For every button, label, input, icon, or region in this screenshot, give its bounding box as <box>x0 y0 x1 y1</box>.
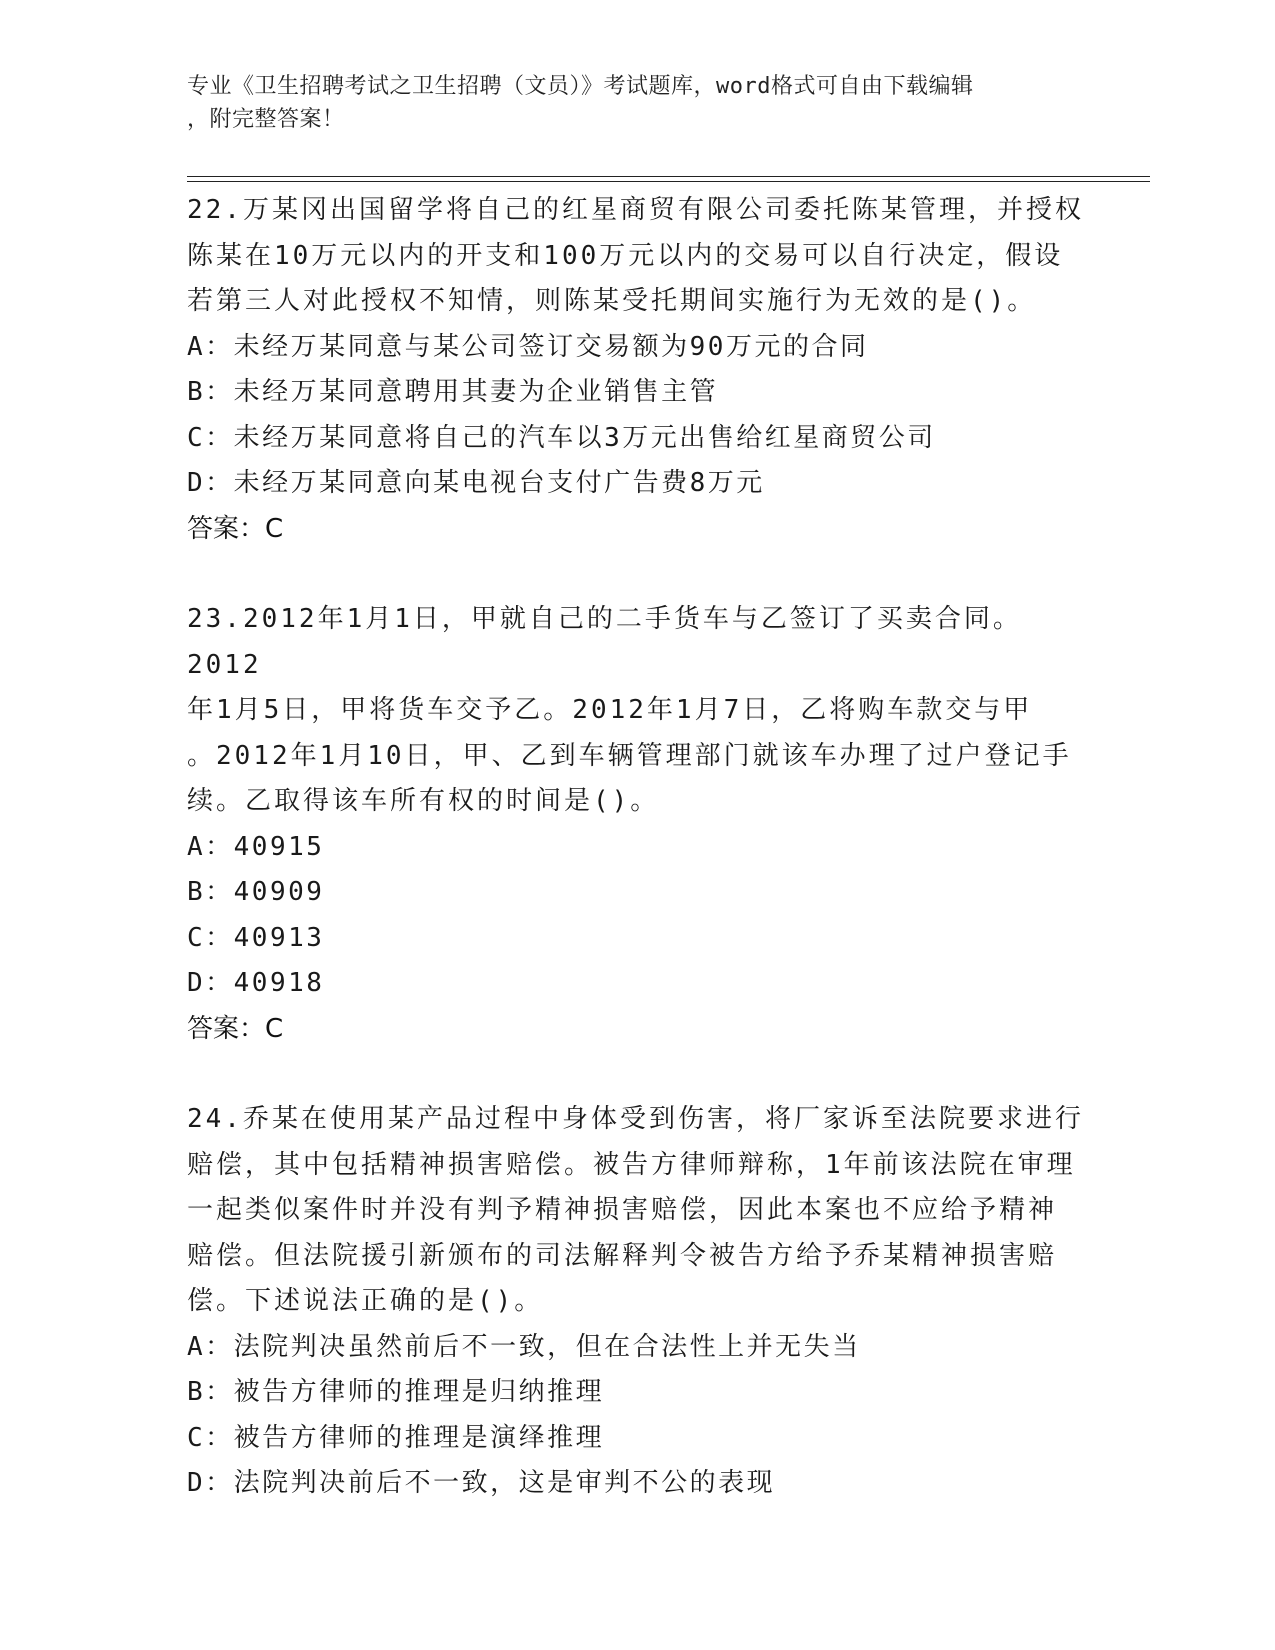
question-stem-line: 陈某在10万元以内的开支和100万元以内的交易可以自行决定，假设 <box>187 240 1064 271</box>
question-stem-line: 偿。下述说法正确的是()。 <box>187 1286 544 1316</box>
question-stem-line: 年1月5日，甲将货车交予乙。2012年1月7日，乙将购车款交与甲 <box>187 695 1033 725</box>
header-line-2: ，附完整答案！ <box>187 107 345 132</box>
header-rule-bottom <box>187 181 1150 182</box>
option-c: C：未经万某同意将自己的汽车以3万元出售给红星商贸公司 <box>187 422 936 453</box>
option-b: B：未经万某同意聘用其妻为企业销售主管 <box>187 377 719 407</box>
question-stem-line: 赔偿，其中包括精神损害赔偿。被告方律师辩称，1年前该法院在审理 <box>187 1149 1076 1180</box>
document-header <box>187 70 1067 136</box>
answer-line: 答案：C <box>187 513 284 544</box>
option-a: A：法院判决虽然前后不一致，但在合法性上并无失当 <box>187 1331 861 1362</box>
header-line-1: 专业《卫生招聘考试之卫生招聘（文员）》考试题库，word格式可自由下载编辑 <box>187 74 974 99</box>
question-stem-line: 赔偿。但法院援引新颁布的司法解释判令被告方给予乔某精神损害赔 <box>187 1240 1058 1271</box>
question-stem-line: 若第三人对此授权不知情，则陈某受托期间实施行为无效的是()。 <box>187 286 1037 316</box>
question-stem-line: 一起类似案件时并没有判予精神损害赔偿，因此本案也不应给予精神 <box>187 1195 1058 1225</box>
question-list <box>187 188 1087 1507</box>
option-d: D：法院判决前后不一致，这是审判不公的表现 <box>187 1468 776 1498</box>
option-c: C：被告方律师的推理是演绎推理 <box>187 1422 605 1453</box>
question-22 <box>187 188 1087 552</box>
option-d: D：未经万某同意向某电视台支付广告费8万元 <box>187 468 765 498</box>
question-24 <box>187 1097 1087 1507</box>
option-a: A：40915 <box>187 831 325 862</box>
option-b: B：被告方律师的推理是归纳推理 <box>187 1377 605 1407</box>
option-a: A：未经万某同意与某公司签订交易额为90万元的合同 <box>187 331 869 362</box>
option-d: D：40918 <box>187 968 325 998</box>
question-spacer <box>187 1052 1087 1097</box>
question-spacer <box>187 552 1087 597</box>
question-stem-line: 。2012年1月10日，甲、乙到车辆管理部门就该车办理了过户登记手 <box>187 740 1072 771</box>
question-stem-line: 续。乙取得该车所有权的时间是()。 <box>187 786 660 816</box>
question-stem-line: 22.万某冈出国留学将自己的红星商贸有限公司委托陈某管理，并授权 <box>187 195 1084 225</box>
header-rule-top <box>187 176 1150 177</box>
question-stem-line: 23.2012年1月1日，甲就自己的二手货车与乙签订了买卖合同。2012 <box>187 604 1022 680</box>
option-c: C：40913 <box>187 922 325 953</box>
question-stem-line: 24.乔某在使用某产品过程中身体受到伤害，将厂家诉至法院要求进行 <box>187 1104 1084 1134</box>
question-23 <box>187 597 1087 1052</box>
answer-line: 答案：C <box>187 1013 284 1044</box>
option-b: B：40909 <box>187 877 325 907</box>
